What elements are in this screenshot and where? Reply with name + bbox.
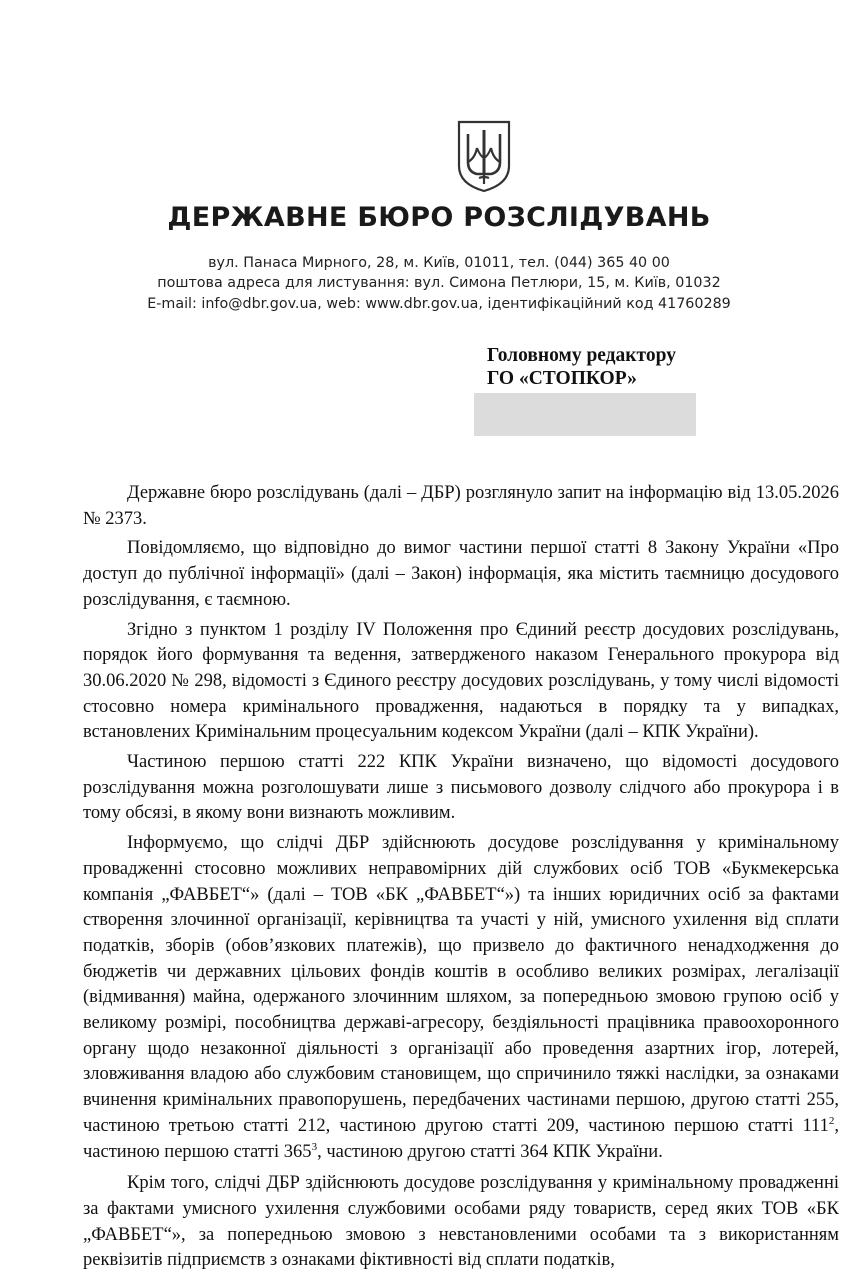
postal-address-line: поштова адреса для листування: вул. Симона Петлюри, 15, м. Київ, 01032: [157, 275, 721, 291]
redacted-block: [474, 393, 696, 436]
paragraph-request: Державне бюро розслідувань (далі – ДБР) розглянуло запит на інформацію від 13.05.2026 № 2373.: [83, 483, 839, 529]
addressee-block: [487, 344, 676, 390]
paragraph-regulation: Згідно з пунктом 1 розділу IV Положення про Єдиний реєстр досудових розслідувань, порядок його формування та ведення, затвердженого наказом Генерального прокурора від 30.06.2020 № 298, відомості з Єдиного реєстру досудових розслідувань, у тому числі відомості стосовно номера кримінального провадження, надаються в порядку та у випадках, встановлених Кримінальним процесуальним кодексом України (далі – КПК України).: [83, 619, 839, 743]
contact-line: E-mail: info@dbr.gov.ua, web: www.dbr.gov.ua, ідентифікаційний код 41760289: [147, 296, 731, 312]
addressee-organization: ГО «СТОПКОР»: [487, 368, 637, 389]
addressee-title: Головному редактору: [487, 345, 676, 366]
paragraph-additional: Крім того, слідчі ДБР здійснюють досудове розслідування у кримінальному провадженні за фактами умисного ухилення службовими особами ряду товариств, серед яких ТОВ «БК „ФАВБЕТ“», за попередньою змовою з невстановленими особами та з використанням реквізитів підприємств з ознаками фіктивності від сплати податків,: [83, 1173, 839, 1271]
letter-body: [83, 481, 839, 1278]
paragraph-notification: Повідомляємо, що відповідно до вимог частини першої статті 8 Закону України «Про доступ до публічної інформації» (далі – Закон) інформація, яка містить таємницю досудового розслідування, є таємною.: [83, 538, 839, 610]
organization-name: ДЕРЖАВНЕ БЮРО РОЗСЛІДУВАНЬ: [167, 202, 711, 233]
paragraph-disclosure: Частиною першою статті 222 КПК України визначено, що відомості досудового розслідування можна розголошувати лише з письмового дозволу слідчого або прокурора і в тому обсязі, в якому вони визнають можливим.: [83, 752, 839, 824]
address-line: вул. Панаса Мирного, 28, м. Київ, 01011, тел. (044) 365 40 00: [208, 255, 670, 271]
trident-emblem-icon: [455, 118, 513, 194]
paragraph-investigation: Інформуємо, що слідчі ДБР здійснюють досудове розслідування у кримінальному провадженні стосовно можливих неправомірних дій службових осіб ТОВ «Букмекерська компанія „ФАВБЕТ“» (далі – ТОВ «БК „ФАВБЕТ“») та інших юридичних осіб за фактами створення злочинної організації, керівництва та участі у ній, умисного ухилення від сплати податків, зборів (обов’язкових платежів), що призвело до фактичного ненадходження до бюджетів чи державних цільових фондів коштів в особливо великих розмірах, легалізації (відмивання) майна, одержаного злочинним шляхом, за попередньою змовою групою осіб у великому розмірі, пособництва державі-агресору, бездіяльності працівника правоохоронного органу щодо незаконної діяльності з організації або проведення азартних ігор, лотерей, зловживання владою або службовим становищем, що спричинило тяжкі наслідки, за ознаками вчинення кримінальних правопорушень, передбачених частинами першою, другою статті 255, частиною третьою статті 212, частиною другою статті 209, частиною першою статті $111^2$, частиною першою статті $365^3$, частиною другою статті 364 КПК України.: [83, 833, 839, 1162]
